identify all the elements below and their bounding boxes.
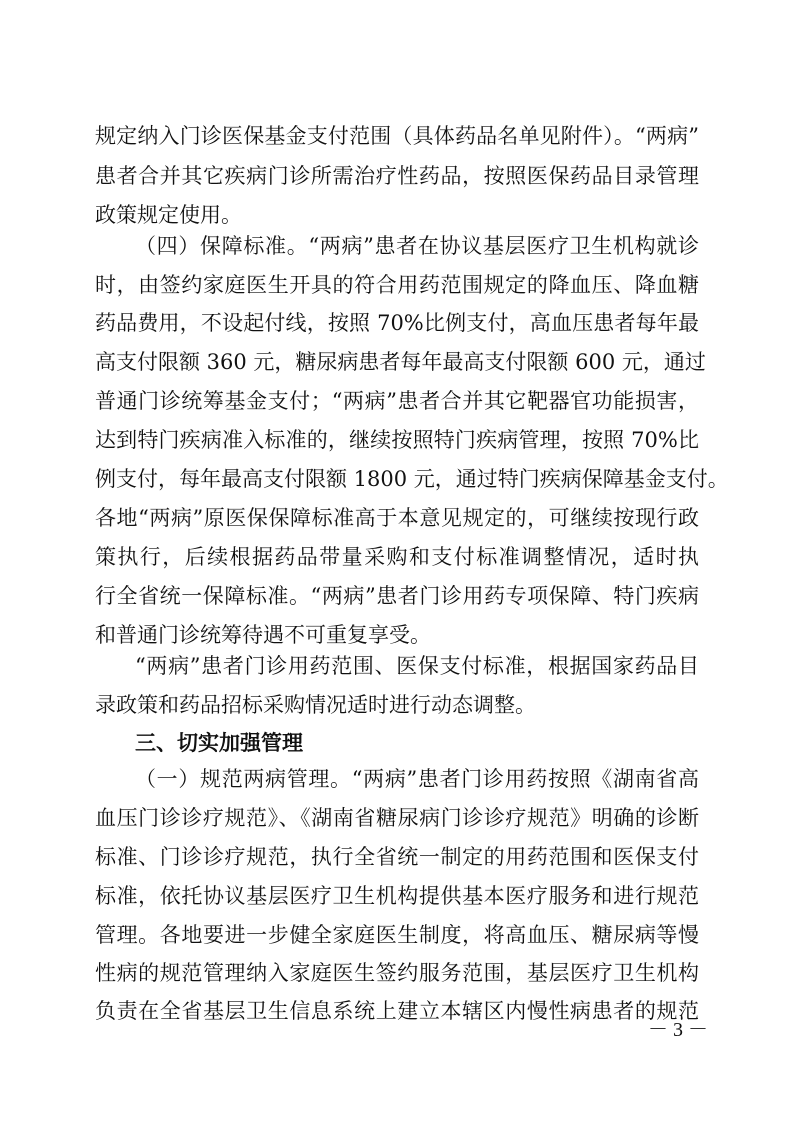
paragraph-line: 标准，依托协议基层医疗卫生机构提供基本医疗服务和进行规范	[95, 884, 699, 908]
paragraph-line: 达到特门疾病准入标准的，继续按照特门疾病管理，按照 70%比	[95, 428, 699, 452]
paragraph-line: 行全省统一保障标准。“两病”患者门诊用药专项保障、特门疾病	[95, 584, 699, 608]
paragraph-line: 录政策和药品招标采购情况适时进行动态调整。	[95, 693, 536, 717]
paragraph-line: 血压门诊诊疗规范》、《湖南省糖尿病门诊诊疗规范》明确的诊断	[95, 806, 699, 830]
paragraph-line: 规定纳入门诊医保基金支付范围（具体药品名单见附件）。“两病”	[95, 124, 699, 148]
paragraph-line: 政策规定使用。	[95, 203, 242, 227]
paragraph-line: （四）保障标准。“两病”患者在协议基层医疗卫生机构就诊	[135, 234, 699, 258]
paragraph-line: 各地“两病”原医保保障标准高于本意见规定的，可继续按现行政	[95, 506, 699, 530]
paragraph-line: 策执行，后续根据药品带量采购和支付标准调整情况，适时执	[95, 545, 699, 569]
section-heading: 三、切实加强管理	[135, 731, 303, 755]
paragraph-line: （一）规范两病管理。“两病”患者门诊用药按照《湖南省高	[135, 767, 699, 791]
paragraph-line: 标准、门诊诊疗规范，执行全省统一制定的用药范围和医保支付	[95, 845, 699, 869]
paragraph-line: 和普通门诊统筹待遇不可重复享受。	[95, 623, 431, 647]
paragraph-line: 普通门诊统筹基金支付；“两病”患者合并其它靶器官功能损害，	[95, 389, 699, 413]
paragraph-line: 管理。各地要进一步健全家庭医生制度，将高血压、糖尿病等慢	[95, 923, 699, 947]
page-number: － 3 －	[648, 1019, 708, 1041]
paragraph-line: 时，由签约家庭医生开具的符合用药范围规定的降血压、降血糖	[95, 273, 699, 297]
paragraph-line: “两病”患者门诊用药范围、医保支付标准，根据国家药品目	[135, 654, 699, 678]
paragraph-line: 性病的规范管理纳入家庭医生签约服务范围，基层医疗卫生机构	[95, 961, 699, 985]
paragraph-line: 例支付，每年最高支付限额 1800 元，通过特门疾病保障基金支付。	[95, 467, 729, 491]
paragraph-line: 患者合并其它疾病门诊所需治疗性药品，按照医保药品目录管理	[95, 164, 699, 188]
paragraph-line: 药品费用，不设起付线，按照 70%比例支付，高血压患者每年最	[95, 311, 699, 335]
paragraph-line: 高支付限额 360 元，糖尿病患者每年最高支付限额 600 元，通过	[95, 350, 706, 374]
paragraph-line: 负责在全省基层卫生信息系统上建立本辖区内慢性病患者的规范	[95, 999, 699, 1023]
